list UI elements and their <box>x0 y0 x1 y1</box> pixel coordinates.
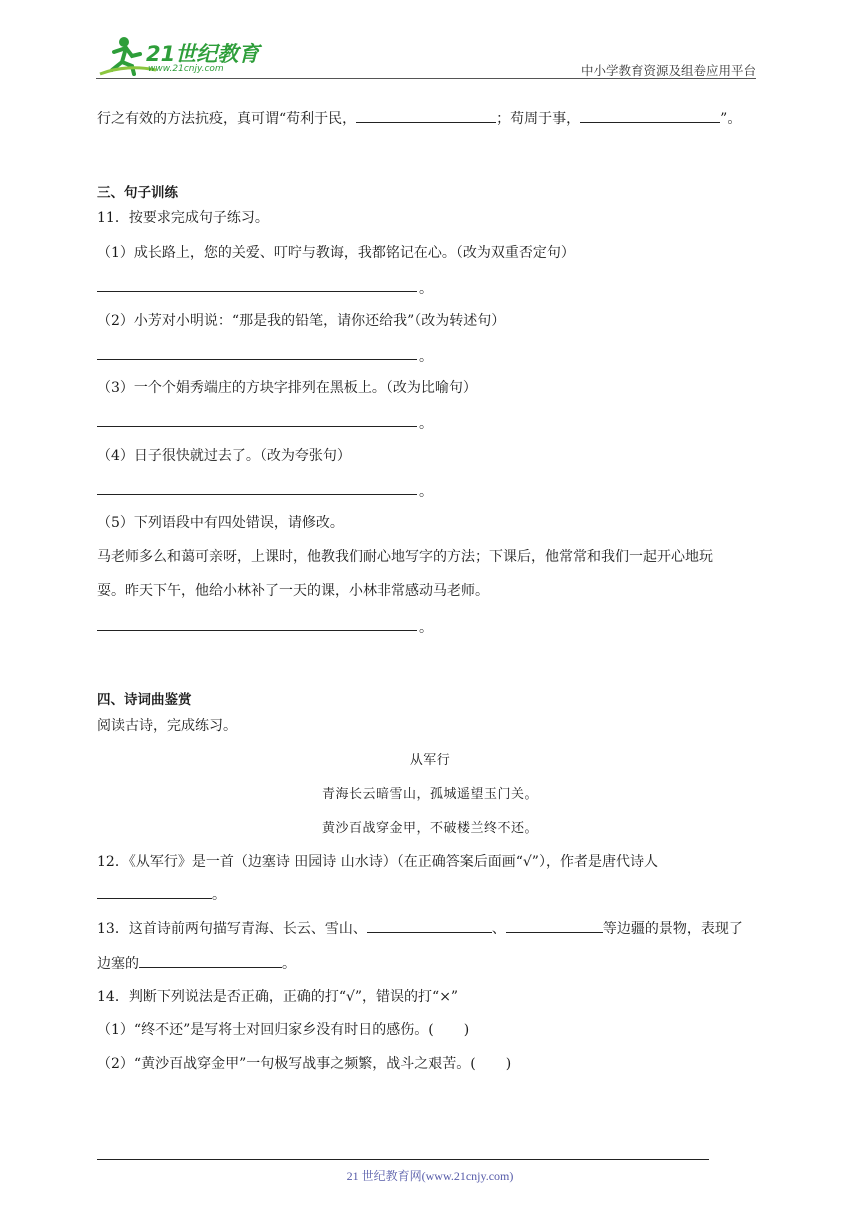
answer-period: 。 <box>419 416 433 432</box>
q11-prompt: 11．按要求完成句子练习。 <box>97 210 269 226</box>
q11-item-2: （2）小芳对小明说：“那是我的铅笔，请你还给我”（改为转述句） <box>97 313 506 329</box>
answer-period: 。 <box>419 620 433 636</box>
q13-blank-3[interactable] <box>139 953 282 968</box>
q12-prompt: 12．《从军行》是一首（边塞诗 田园诗 山水诗）（在正确答案后面画“√”），作者是唐代诗人 <box>97 854 658 870</box>
close-paren: ) <box>463 1022 470 1038</box>
platform-name: 中小学教育资源及组卷应用平台 <box>580 63 756 78</box>
footer-divider <box>97 1159 709 1160</box>
q14-item-2-text: （2）“黄沙百战穿金甲”一句极写战事之频繁，战斗之艰苦。( <box>97 1056 476 1072</box>
q11-answer-line-5[interactable] <box>97 616 417 631</box>
q12-period: 。 <box>212 887 226 903</box>
section4-title: 四、诗词曲鉴赏 <box>97 692 192 708</box>
q10-blank-1[interactable] <box>356 108 496 123</box>
q10-text-middle: ；苟周于事， <box>496 111 581 127</box>
q11-item-5: （5）下列语段中有四处错误，请修改。 <box>97 515 344 531</box>
q13-line-1 <box>97 918 743 938</box>
q10-continuation <box>97 108 741 128</box>
q10-blank-2[interactable] <box>580 108 720 123</box>
answer-period: 。 <box>419 484 433 500</box>
q13-text-a: 13．这首诗前两句描写青海、长云、雪山、 <box>97 921 367 937</box>
logo-url: www.21cnjy.com <box>148 64 224 74</box>
q11-item-3: （3）一个个娟秀端庄的方块字排列在黑板上。（改为比喻句） <box>97 380 477 396</box>
q13-separator: 、 <box>491 921 506 937</box>
q14-item-2 <box>97 1053 511 1073</box>
q13-line-2 <box>97 953 296 973</box>
passage-line-1: 马老师多么和蔼可亲呀，上课时，他教我们耐心地写字的方法；下课后，他常常和我们一起开心地玩 <box>97 549 713 565</box>
site-logo[interactable] <box>96 34 266 78</box>
q14-item-1 <box>97 1019 469 1039</box>
q11-answer-line-1[interactable] <box>97 277 417 292</box>
answer-period: 。 <box>419 281 433 297</box>
q11-answer-line-4[interactable] <box>97 480 417 495</box>
footer-link[interactable]: 21 世纪教育网(www.21cnjy.com) <box>346 1169 514 1183</box>
passage-line-2: 耍。昨天下午，他给小林补了一天的课，小林非常感动马老师。 <box>97 583 489 599</box>
poem-title: 从军行 <box>409 753 451 768</box>
q13-blank-2[interactable] <box>506 918 603 933</box>
section3-title: 三、句子训练 <box>97 185 178 201</box>
q14-item-1-text: （1）“终不还”是写将士对回归家乡没有时日的感伤。( <box>97 1022 434 1038</box>
section4-intro: 阅读古诗，完成练习。 <box>97 718 237 734</box>
answer-period: 。 <box>419 349 433 365</box>
q11-item-1: （1）成长路上，您的关爱、叮咛与教诲，我都铭记在心。（改为双重否定句） <box>97 245 575 261</box>
close-paren: ) <box>505 1056 512 1072</box>
q11-item-4: （4）日子很快就过去了。（改为夸张句） <box>97 448 351 464</box>
q14-prompt: 14．判断下列说法是否正确，正确的打“√”，错误的打“×” <box>97 989 459 1005</box>
q11-answer-line-2[interactable] <box>97 345 417 360</box>
logo-text: 21世纪教育 <box>146 42 260 66</box>
q12-answer <box>97 884 226 904</box>
q11-answer-line-3[interactable] <box>97 412 417 427</box>
poem-line-2: 黄沙百战穿金甲，不破楼兰终不还。 <box>321 821 538 836</box>
q13-blank-1[interactable] <box>367 918 492 933</box>
q10-text-after: ”。 <box>720 111 742 127</box>
q13-text-b: 等边疆的景物，表现了 <box>602 921 743 937</box>
header-divider <box>96 78 756 79</box>
q12-blank[interactable] <box>97 884 212 899</box>
q13-period: 。 <box>282 956 296 972</box>
q10-text-before: 行之有效的方法抗疫，真可谓“苟利于民， <box>97 111 357 127</box>
poem-line-1: 青海长云暗雪山，孤城遥望玉门关。 <box>321 787 538 802</box>
q13-text-c: 边塞的 <box>97 956 139 972</box>
